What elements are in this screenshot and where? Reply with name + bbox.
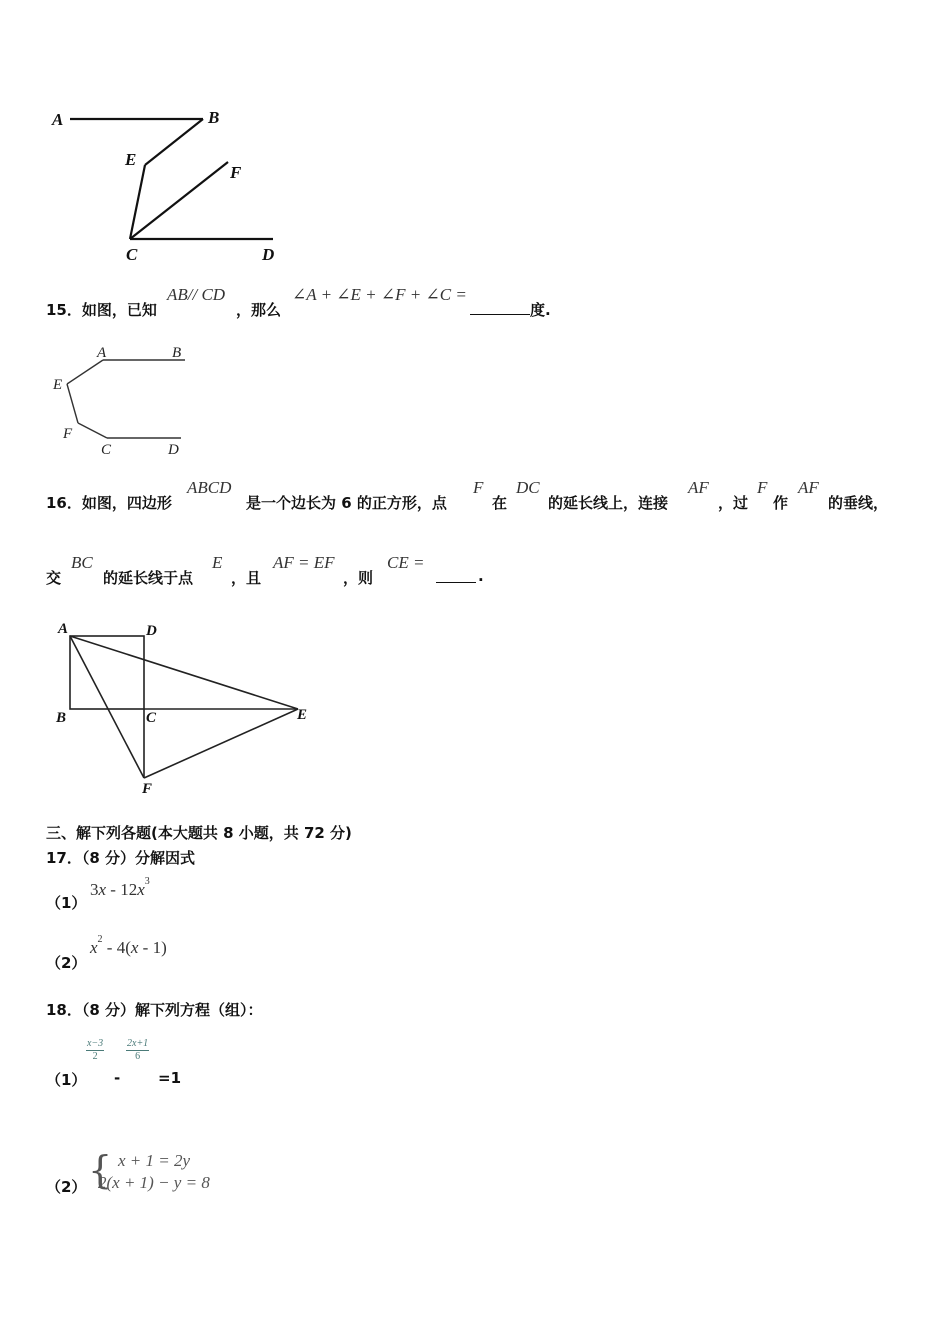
q18-system (98, 1150, 210, 1194)
q16-text-5: 作 (773, 494, 789, 512)
segment-fc (78, 423, 107, 438)
q17-part-1 (46, 876, 346, 912)
q16-af: AF (688, 478, 709, 497)
q15-text-mid: ，那么 (236, 301, 282, 319)
q16-text-3: 的延长线上，连接 (548, 494, 669, 512)
label-b: B (172, 345, 182, 361)
label-e: E (53, 377, 63, 393)
square-abcd (70, 636, 144, 709)
question-16-line-1 (46, 478, 946, 510)
label-b: B (208, 108, 220, 127)
label-c: C (101, 442, 112, 458)
label-c: C (126, 245, 138, 264)
q17-p1-expression (90, 876, 150, 900)
label-c: C (146, 710, 157, 726)
q16-line2-text-4: ，则 (343, 569, 374, 587)
label-f: F (142, 781, 153, 797)
q17-p2-label: （2） (46, 954, 87, 972)
segment-ae (70, 636, 298, 709)
brace-icon: { (88, 1148, 113, 1192)
q17-p2-end: - 1) (138, 938, 167, 957)
q18-fraction-1 (86, 1038, 104, 1063)
segment-ef (67, 384, 78, 423)
segment-be (145, 119, 203, 165)
q16-bc: BC (71, 553, 93, 572)
q18-frac1-denominator: 2 (92, 1051, 98, 1062)
q18-part-2 (46, 1150, 346, 1200)
q17-p2-x2: x (130, 938, 139, 957)
q16-dc: DC (516, 478, 540, 497)
q17-title: 17．（8 分）分解因式 (46, 849, 196, 867)
q17-p1-exponent: 3 (144, 876, 150, 887)
q16-abcd: ABCD (187, 478, 232, 497)
q16-end: . (478, 567, 484, 585)
q18-frac2-numerator: 2x+1 (127, 1038, 149, 1049)
q17-p1-minus-coef: - 12 (106, 880, 138, 899)
q16-number: 16．如图，四边形 (46, 494, 172, 512)
label-b: B (56, 710, 67, 726)
q16-text-2: 在 (492, 494, 508, 512)
label-a: A (58, 621, 69, 637)
q17-p1-coef: 3 (90, 880, 99, 899)
q18-equals: =1 (158, 1069, 182, 1087)
section-3-heading: 三、解下列各题(本大题共 8 小题，共 72 分) (46, 824, 352, 842)
q16-point-f: F (473, 478, 484, 497)
q16-answer-blank[interactable] (436, 568, 476, 583)
figure-q15 (45, 340, 205, 465)
label-f: F (230, 163, 242, 182)
label-e: E (125, 150, 137, 169)
q18-p1-label: （1） (46, 1071, 87, 1089)
q16-line2-text-2: 的延长线于点 (103, 569, 194, 587)
q16-af-2: AF (798, 478, 819, 497)
q17-p1-label: （1） (46, 894, 87, 912)
q16-condition: AF = EF (273, 553, 335, 572)
q16-text-6: 的垂线， (828, 494, 889, 512)
q16-text-1: 是一个边长为 6 的正方形，点 (246, 494, 447, 512)
segment-af (70, 636, 144, 778)
q17-part-2 (46, 934, 346, 972)
label-d: D (168, 442, 179, 458)
question-16-line-2 (46, 553, 646, 585)
q16-point-f-2: F (757, 478, 768, 497)
q16-line2-text-1: 交 (46, 569, 62, 587)
q18-frac1-numerator: x−3 (87, 1038, 104, 1049)
q18-minus: - (114, 1069, 121, 1087)
q17-p1-x2: x (137, 880, 145, 899)
label-d: D (146, 623, 157, 639)
q17-p2-expression (90, 934, 167, 958)
label-e: E (297, 707, 308, 723)
figure-q16 (45, 615, 325, 805)
q18-equation-2: 2(x + 1) − y = 8 (98, 1173, 210, 1192)
label-d: D (262, 245, 275, 264)
q17-p1-x: x (98, 880, 107, 899)
q17-p2-minus-four: - 4( (102, 938, 131, 957)
figure-q14 (40, 100, 300, 270)
q16-line2-text-3: ，且 (231, 569, 262, 587)
q16-text-4: ，过 (718, 494, 749, 512)
segment-cf (130, 162, 228, 239)
q15-parallel: AB// CD (167, 285, 226, 304)
segment-fe (144, 709, 298, 778)
q16-ce: CE = (387, 553, 425, 572)
segment-ae (67, 360, 103, 384)
q17-p2-x: x (90, 938, 98, 957)
q18-title: 18．（8 分）解下列方程（组）： (46, 1001, 263, 1019)
q18-part-1 (46, 1036, 346, 1089)
label-f: F (63, 426, 73, 442)
q15-answer-blank[interactable] (470, 300, 530, 315)
q18-equation-1: x + 1 = 2y (118, 1151, 191, 1170)
q18-fraction-2 (126, 1038, 149, 1063)
q17-p2-exponent: 2 (97, 934, 103, 945)
label-a: A (97, 345, 107, 361)
label-a: A (52, 110, 64, 129)
q15-expr: ∠A + ∠E + ∠F + ∠C = (292, 285, 467, 304)
q18-p2-label: （2） (46, 1178, 87, 1196)
q16-point-e: E (212, 553, 223, 572)
q15-unit: 度. (530, 301, 551, 319)
q15-number: 15．如图，已知 (46, 301, 157, 319)
q18-frac2-denominator: 6 (135, 1051, 141, 1062)
